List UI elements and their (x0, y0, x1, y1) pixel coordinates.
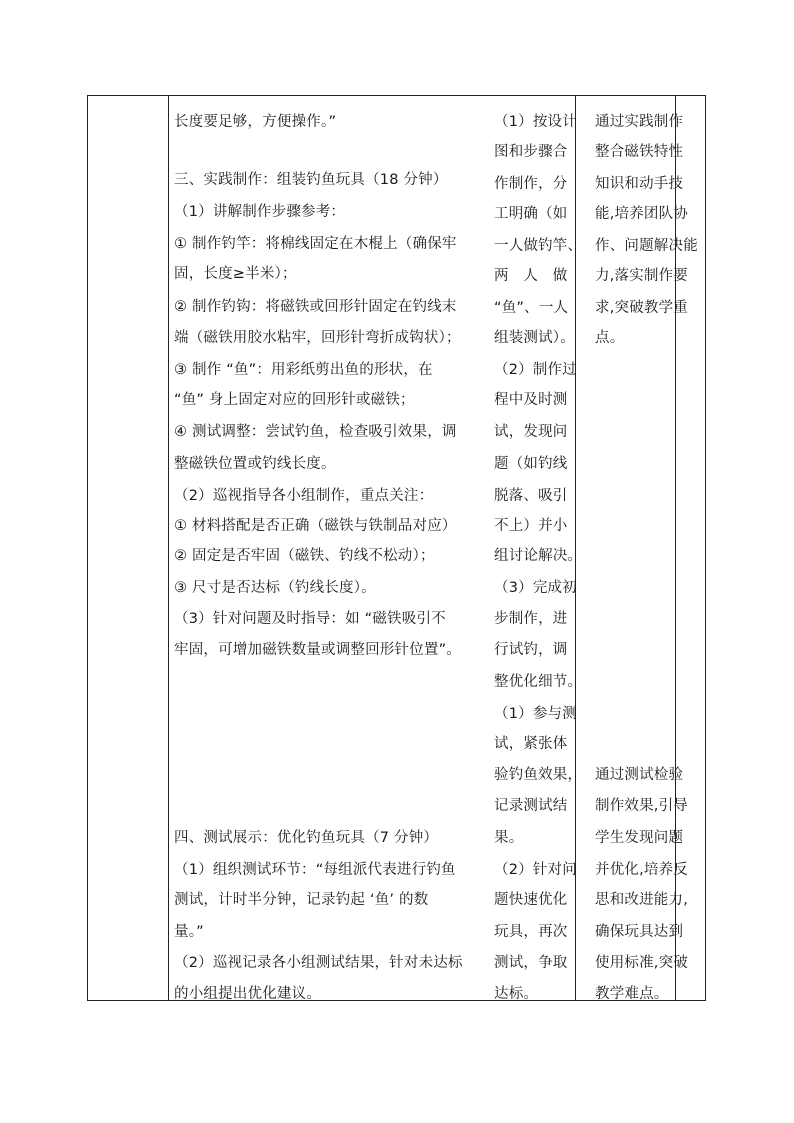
col3-text-line: （1）参与测 (494, 706, 577, 722)
col3-text-line: 两 人 做 (494, 268, 568, 284)
col3-text-line: 果。 (494, 830, 524, 846)
col4-text-line: 并优化,培养反 (595, 862, 689, 878)
col3-text-line: 达标。 (494, 986, 539, 1002)
col4-text-line: 通过实践制作 (595, 114, 684, 130)
col3-text-line: （2）针对问 (494, 862, 577, 878)
col3-text-line: （2）制作过 (494, 362, 577, 378)
col3-text-line: 步制作，进 (494, 611, 568, 627)
col2-text-line: ① 材料搭配是否正确（磁铁与铁制品对应） (174, 518, 457, 534)
col3-text-line: （3）完成初 (494, 580, 577, 596)
col4-text-line: 点。 (595, 330, 625, 346)
col4-text-line: 力,落实制作要 (595, 268, 689, 284)
col3-text-line: 题（如钓线 (494, 456, 568, 472)
col3-text-line: 工明确（如 (494, 206, 568, 222)
col2-text-line: 牢固，可增加磁铁数量或调整回形针位置”。 (174, 642, 462, 658)
col3-text-line: 图和步骤合 (494, 144, 568, 160)
col3-text-line: 记录测试结 (494, 798, 568, 814)
col2-text-line: （2）巡视记录各小组测试结果，针对未达标 (174, 955, 463, 971)
col2-text-line: 整磁铁位置或钓线长度。 (174, 456, 336, 472)
col3-text-line: 试，紧张体 (494, 736, 568, 752)
col2-text-line: ② 固定是否牢固（磁铁、钓线不松动）； (174, 548, 435, 564)
col4-text-line: 能,培养团队协 (595, 206, 689, 222)
col4-text-line: 通过测试检验 (595, 767, 684, 783)
col2-text-line: ② 制作钓钩：将磁铁或回形针固定在钓线末 (174, 299, 457, 315)
col3-text-line: “鱼”、一人 (494, 300, 569, 316)
col3-text-line: 不上）并小 (494, 518, 568, 534)
col3-text-line: 验钓鱼效果， (494, 767, 583, 783)
col3-text-line: 测试，争取 (494, 955, 568, 971)
col3-text-line: 程中及时测 (494, 392, 568, 408)
stage-column (88, 96, 169, 1000)
col4-text-line: 整合磁铁特性 (595, 144, 684, 160)
col3-text-line: 行试钓，调 (494, 642, 568, 658)
col4-text-line: 求,突破教学重 (595, 300, 689, 316)
col4-text-line: 使用标准,突破 (595, 955, 689, 971)
col2-text-line: ③ 制作 “鱼”：用彩纸剪出鱼的形状，在 (174, 362, 433, 378)
col3-text-line: 组装测试）。 (494, 330, 575, 346)
col3-text-line: 整优化细节。 (494, 674, 583, 690)
col3-text-line: （1）按设计 (494, 114, 577, 130)
col3-text-line: 一人做钓竿、 (494, 238, 583, 254)
col2-text-line: 四、测试展示：优化钓鱼玩具（7 分钟） (174, 830, 439, 846)
col2-text-line: ① 制作钓竿：将棉线固定在木棍上（确保牢 (174, 236, 457, 252)
col2-text-line: 固，长度≥半米）； (174, 266, 297, 282)
col2-text-line: ④ 测试调整：尝试钓鱼，检查吸引效果，调 (174, 424, 457, 440)
col4-text-line: 思和改进能力, (595, 892, 689, 908)
col3-text-line: 题快速优化 (494, 892, 568, 908)
col4-text-line: 确保玩具达到 (595, 924, 684, 940)
col2-text-line: “鱼” 身上固定对应的回形针或磁铁； (174, 392, 415, 408)
col3-text-line: 组讨论解决。 (494, 548, 583, 564)
col2-text-line: 三、实践制作：组装钓鱼玩具（18 分钟） (174, 172, 448, 188)
col4-text-line: 学生发现问题 (595, 830, 684, 846)
col4-text-line: 作、问题解决能 (595, 238, 698, 254)
col4-text-line: 知识和动手技 (595, 176, 684, 192)
col3-text-line: 试，发现问 (494, 424, 568, 440)
col2-text-line: 测试，计时半分钟，记录钓起 ‘鱼’ 的数 (174, 892, 429, 908)
col2-text-line: （1）讲解制作步骤参考： (174, 204, 346, 220)
col2-text-line: （2）巡视指导各小组制作，重点关注： (174, 488, 434, 504)
col2-text-line: ③ 尺寸是否达标（钓线长度）。 (174, 580, 376, 596)
col2-text-line: 长度要足够，方便操作。” (174, 114, 337, 130)
col3-text-line: 脱落、吸引 (494, 488, 568, 504)
col2-text-line: 量。” (174, 924, 204, 940)
col4-text-line: 制作效果,引导 (595, 798, 689, 814)
col3-text-line: 作制作，分 (494, 176, 568, 192)
col2-text-line: （3）针对问题及时指导：如 “磁铁吸引不 (174, 611, 446, 627)
col2-text-line: （1）组织测试环节：“每组派代表进行钓鱼 (174, 862, 456, 878)
col3-text-line: 玩具，再次 (494, 924, 568, 940)
col4-text-line: 教学难点。 (595, 986, 669, 1002)
col2-text-line: 的小组提出优化建议。 (174, 986, 321, 1002)
col2-text-line: 端（磁铁用胶水粘牢，回形针弯折成钩状）； (174, 330, 461, 346)
